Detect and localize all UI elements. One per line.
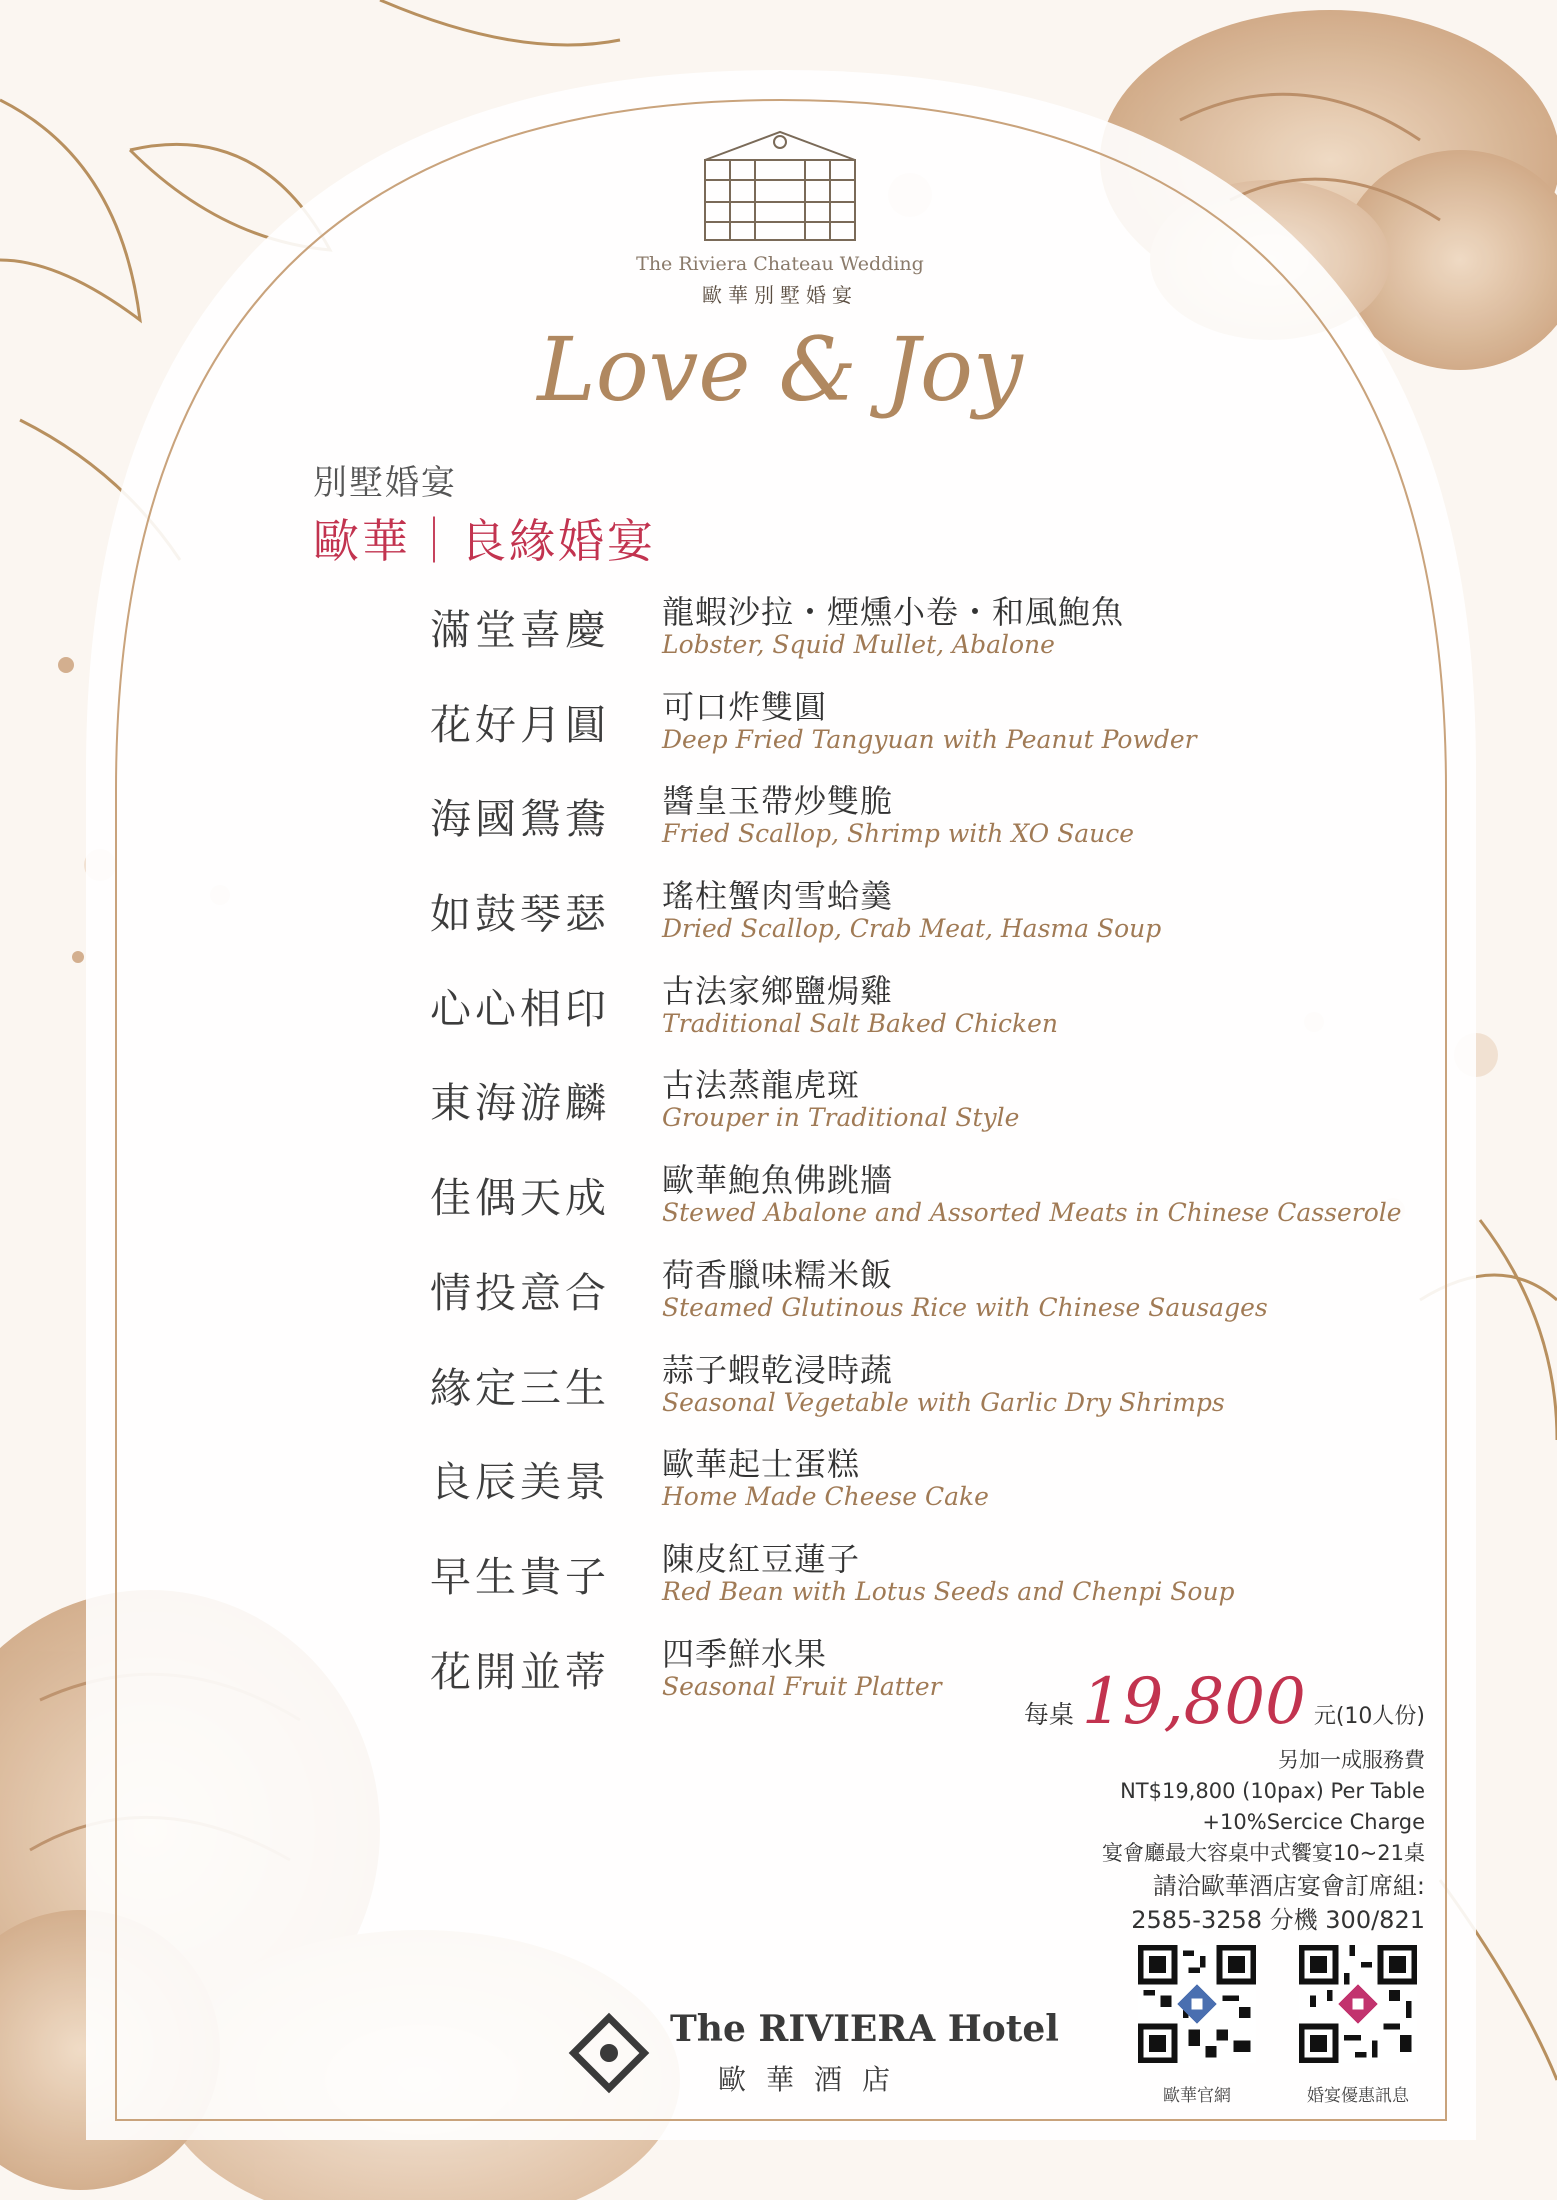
qr-official-site[interactable] [1137,1945,1257,2106]
hotel-name-zh: 歐華酒店 [718,2063,911,2096]
dish-name-zh: 歐華鮑魚佛跳牆 [662,1161,894,1200]
course-name: 緣定三生 [430,1363,610,1412]
dish-name-en: Stewed Abalone and Assorted Meats in Chinese Casserole [662,1198,1402,1228]
course-name: 心心相印 [430,984,610,1033]
hotel-name-en: The RIVIERA Hotel [670,2008,1059,2050]
dish-name-zh: 古法家鄉鹽焗雞 [662,971,894,1010]
price-unit: 元(10人份) [1313,1704,1425,1729]
course-row [430,680,1410,775]
course-row [430,1248,1410,1343]
dish-name-en: Red Bean with Lotus Seeds and Chenpi Soup [662,1576,1235,1606]
contact-note: 請洽歐華酒店宴會訂席組: [1152,1872,1425,1900]
dish-name-zh: 陳皮紅豆蓮子 [662,1539,861,1578]
dish-name-zh: 瑤柱蟹肉雪蛤羹 [662,877,894,916]
dish-name-en: Traditional Salt Baked Chicken [662,1008,1059,1038]
qr-wedding-offers[interactable] [1298,1945,1418,2106]
course-name: 情投意合 [430,1268,610,1317]
phone-number: 2585-3258 分機 300/821 [1131,1906,1425,1934]
per-table-label: 每桌 [1023,1700,1074,1729]
script-title-text: Love & Joy [537,318,1023,421]
dish-name-zh: 龍蝦沙拉・煙燻小卷・和風鮑魚 [662,593,1125,631]
dish-name-en: Seasonal Vegetable with Garlic Dry Shrimps [662,1387,1225,1417]
course-row [430,964,1410,1059]
dish-name-en: Dried Scallop, Crab Meat, Hasma Soup [662,914,1162,944]
riviera-emblem-icon [566,2010,652,2096]
venue-name-zh: 歐華別墅婚宴 [702,283,858,307]
course-row [430,869,1410,964]
course-list [430,585,1410,1721]
course-row [430,1153,1410,1248]
dish-name-zh: 荷香臘味糯米飯 [662,1255,894,1294]
dish-name-zh: 四季鮮水果 [662,1634,828,1673]
qr-code-icon [1138,1945,1256,2063]
chateau-building-icon [695,120,865,245]
dish-name-en: Fried Scallop, Shrimp with XO Sauce [662,819,1135,849]
qr-label: 歐華官網 [1163,2086,1231,2106]
course-name: 滿堂喜慶 [430,606,610,654]
venue-header [600,120,960,308]
service-fee-note: 另加一成服務費 [1278,1748,1425,1772]
course-name: 佳偶天成 [430,1174,610,1223]
dish-name-zh: 可口炸雙圓 [662,687,828,726]
dish-name-zh: 歐華起士蛋糕 [662,1445,861,1484]
price-row [1000,1665,1425,1745]
course-name: 花好月圓 [430,700,610,749]
venue-name-en: The Riviera Chateau Wedding [636,253,924,275]
dish-name-en: Steamed Glutinous Rice with Chinese Sausages [662,1292,1268,1322]
dish-name-zh: 蒜子蝦乾浸時蔬 [662,1350,894,1389]
course-name: 良辰美景 [430,1458,610,1507]
menu-title: 歐華｜良緣婚宴 [313,514,656,568]
course-row [430,1437,1410,1532]
dish-name-en: Seasonal Fruit Platter [662,1671,942,1701]
dish-name-zh: 古法蒸龍虎斑 [662,1066,861,1105]
course-row [430,1532,1410,1627]
price-block [1000,1665,1425,1937]
course-name: 海國鴛鴦 [430,795,610,844]
course-name: 如鼓琴瑟 [430,890,610,939]
qr-code-icon [1299,1945,1417,2063]
dish-name-en: Grouper in Traditional Style [662,1103,1020,1133]
course-name: 早生貴子 [430,1552,610,1601]
capacity-note: 宴會廳最大容桌中式饗宴10~21桌 [1101,1841,1425,1865]
course-row [430,774,1410,869]
service-charge-en: +10%Sercice Charge [1202,1810,1425,1834]
love-and-joy-script-title [470,300,1090,440]
course-row [430,585,1410,680]
menu-subtitle: 別墅婚宴 [313,463,457,503]
price-en-line: NT$19,800 (10pax) Per Table [1120,1779,1425,1803]
course-row [430,1343,1410,1438]
dish-name-en: Home Made Cheese Cake [662,1482,989,1512]
qr-label: 婚宴優惠訊息 [1307,2086,1409,2106]
dish-name-en: Lobster, Squid Mullet, Abalone [662,630,1055,659]
price-amount: 19,800 [1081,1665,1306,1739]
dish-name-zh: 醬皇玉帶炒雙脆 [662,782,894,821]
course-row [430,1058,1410,1153]
course-name: 花開並蒂 [430,1647,610,1696]
course-name: 東海游麟 [430,1079,610,1128]
dish-name-en: Deep Fried Tangyuan with Peanut Powder [662,724,1197,754]
riviera-hotel-logo [566,2000,1059,2110]
